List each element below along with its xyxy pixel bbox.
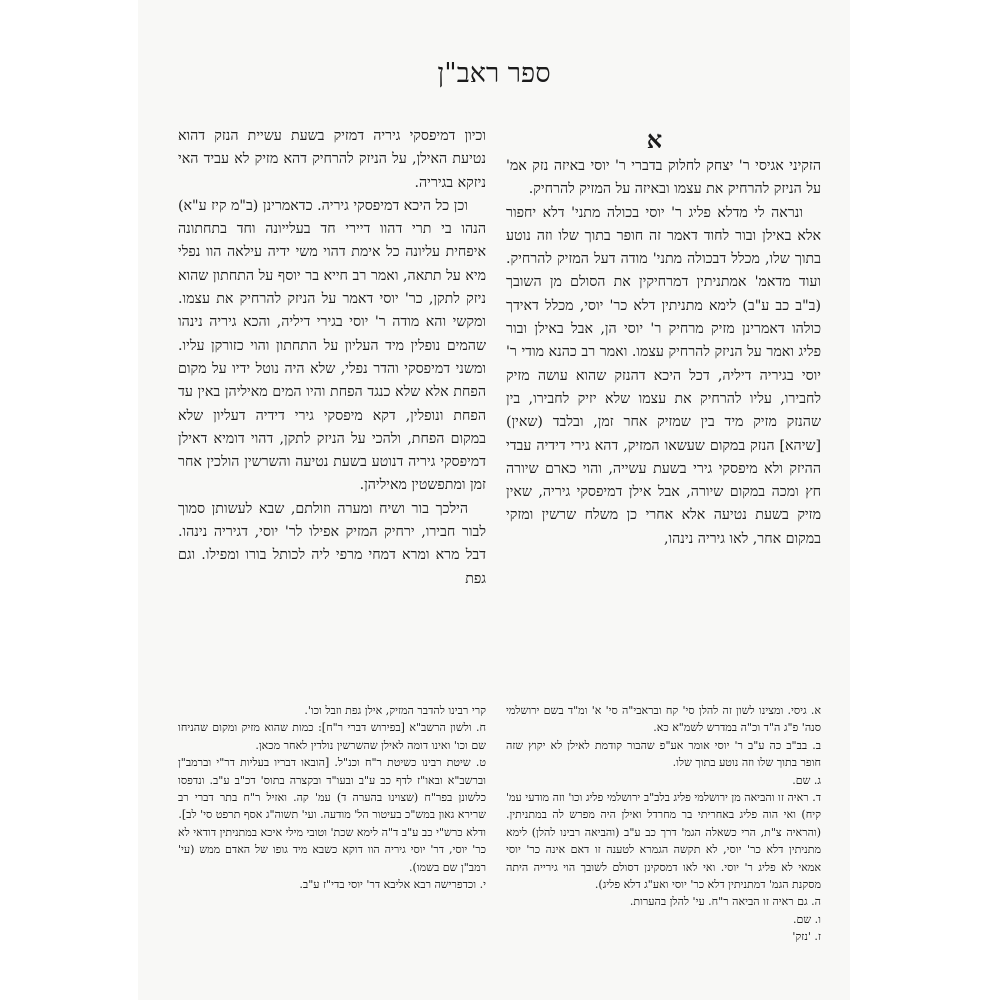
footnote: ו. שם. [793, 912, 821, 926]
footnote: ח. ולשון הרשב"א [בפירוש דברי ר"ח]: כמות שהוא מזיק ומקום שהניחו שם וכו' ואינו דומה לאילן שהשרשין נולדין לאחר מכאן. [178, 721, 486, 752]
footnote: ט. שיטת רבינו כשיטת ר"ח וכנ"ל. [הובאו דבריו בעליות דר"י וברמב"ן וברשב"א ובאו"ז לדף כב ע"ב ובעו"ד ובקצרה בתוס' דכ"ב ע"ב. ונדפסו כלשונן בפר"ח (שצוינו בהערה ד) עמ' קה. ואזיל ר"ח בתר דברי רב שרירא גאון במש"כ בעיטור הל' מודעה. ועי' תשוה"ג אסף תרפט סי' לב]. [178, 756, 486, 822]
footnote: י. וכדפרישה רבא אליבא דר' יוסי בדי"ז ע"ב. [299, 878, 486, 892]
paragraph: וכיון דמיפסקי גיריה דמזיק בשעת עשיית הנזק דהוא נטיעת האילן, על הניזק להרחיק דהא מזיק לא עביד האי ניזקא בגיריה. [178, 128, 486, 191]
main-text-left-column [178, 125, 486, 680]
footnote: ודלא כרש"י כב ע"ב ד"ה לימא שכת' וטובי מילי איכא במתניתין דודאי לא כר' יוסי, דר' יוסי גיריה הוו דוקא כשבא מיד גופו של האדם ממש (עי' רמב"ן שם בשמו). [178, 825, 486, 874]
footnote: ז. 'נזק' [792, 930, 821, 944]
footnote: ב. בב"ב כה ע"ב ר' יוסי אומר אע"פ שהבור קודמת לאילן לא יקוץ שזה חופר בתוך שלו וזה נוטע בתוך שלו. [506, 738, 821, 770]
footnote: ה. גם ראיה זו הביאה ר"ח. עי' להלן בהערות. [629, 895, 821, 909]
book-page [138, 0, 850, 1000]
paragraph: ונראה לי מדלא פליג ר' יוסי בכולה מתני' דלא יחפור אלא באילן ובור לחוד דאמר זה חופר בתוך שלו וזה נוטע בתוך שלו, מכלל דבכולה מתני' מודה דעל המזיק להרחיק. ועוד מדאמ' אמתניתין דמרחיקין את הסולם מן השובך (ב"ב כב ע"ב) לימא מתניתין דלא כר' יוסי, מכלל דאידך כולהו דאמרינן מזיק מרחיק ר' יוסי הן, אבל באילן ובור פליג ואמר על הניזק להרחיק עצמו. ואמר רב כהנא מודי ר' יוסי בגיריה דיליה, דכל היכא דהנזק שהוא עושה מזיק לחבירו, עליו להרחיק את עצמו שלא יזיק לחבירו, בין שהנזק מזיק מיד בין שמזיק אחר זמן, ובלבד (שאין) [שיהא] הנזק במקום שעשאו המזיק, דהא גירי דידיה עבדי ההיזק ולא מיפסקי גירי בשעת עשייה, והוי כארם שיורה חץ ומכה במקום שיורה, אבל אילן דמיפסקי גיריה, שאין מזיק בשעת נטיעה אלא אחרי כן משלח שרשין ומזקי במקום אחר, לאו גיריה נינהו, [506, 204, 821, 547]
footnote: קרי רבינו להדבר המזיק, אילן גפת וזבל וכו'. [304, 704, 486, 717]
footnote: ג. שם. [792, 773, 821, 787]
footnote: א. גיסי. ומצינו לשון זה להלן סי' קח ובראבי"ה סי' א' ומ"ד בשם ירושלמי סנה' פ"ג ה"ד וכ"ה במדרש לשמ"א כא. [506, 704, 821, 735]
page-title: ספר ראב"ן [437, 58, 551, 89]
paragraph: וכן כל היכא דמיפסקי גיריה. כדאמרינן (ב"מ קיז ע"א) הנהו בי תרי דהוו דיירי חד בעלייונה וחד בתחתונה איפחית עליונה כל אימת דהוי משי ידיה עילאה הוו נפלי מיא על תתאה, ואמר רב חייא בר יוסף על התחתון שהוא ניזק לתקן, כר' יוסי דאמר על הניזק להרחיק את עצמו. ומקשי והא מודה ר' יוסי בגירי דיליה, והכא גיריה נינהו שהמים נופלין מיד העליון על התחתון והוי כזורקן עליו. ומשני דמיפסקי והדר נפלי, שלא היה נוטל ידיו על מקום הפחת אלא שלא כנגד הפחת והיו המים מאיליהן באין עד הפחת ונופלין, דקא מיפסקי גירי דידיה דעליון שלא במקום הפחת, ולהכי על הניזק לתקן, דהוי דומיא דאילן דמיפסקי גיריה דנוטע בשעת נטיעה והשרשין הולכין אחר זמן ומתפשטין מאיליהן. [178, 197, 486, 494]
footnote: ד. ראיה זו והביאה מן ירושלמי פליג בלב"ב ירושלמי פליג וכו' וזה מודעי עמ' קיח) ואי הוה פליג באחריתי בר מחרדל ואילן היה מפרש לה במתניתין. (והראיה צ"ת, הרי כשאלה הגמ' דרך כב ע"ב (והביאה רבינו להלן) לימא מתניתין דלא כר' יוסי, לא תקשה הגמרא לטענה זו דאם אינה כר' יוסי אמאי לא פליג ר' יוסי. ואי לאו דמסקינן דסולם לשובך הוי גירייה היתה מסקנת הגמ' דמתניתין דלא כר' יוסי ואע"ג דלא פליג). [506, 791, 821, 892]
footnotes-right-column [506, 702, 821, 970]
section-letter: א [646, 125, 663, 154]
paragraph: הזקיני אגיסי ר' יצחק לחלוק בדברי ר' יוסי באיזה נזק אמ' על הניזק להרחיק את עצמו ובאיזה על המזיק להרחיק. [506, 158, 821, 198]
footnotes-left-column [178, 702, 486, 970]
main-text-right-column [506, 125, 821, 680]
paragraph: הילכך בור ושיח ומערה וזולתם, שבא לעשותן סמוך לבור חבירו, ירחיק המזיק אפילו לר' יוסי, דגיריה נינהו. דבל מרא ומרא דמחי מרפי ליה לכותל בורו ומפילו. וגם גפת [178, 500, 486, 587]
